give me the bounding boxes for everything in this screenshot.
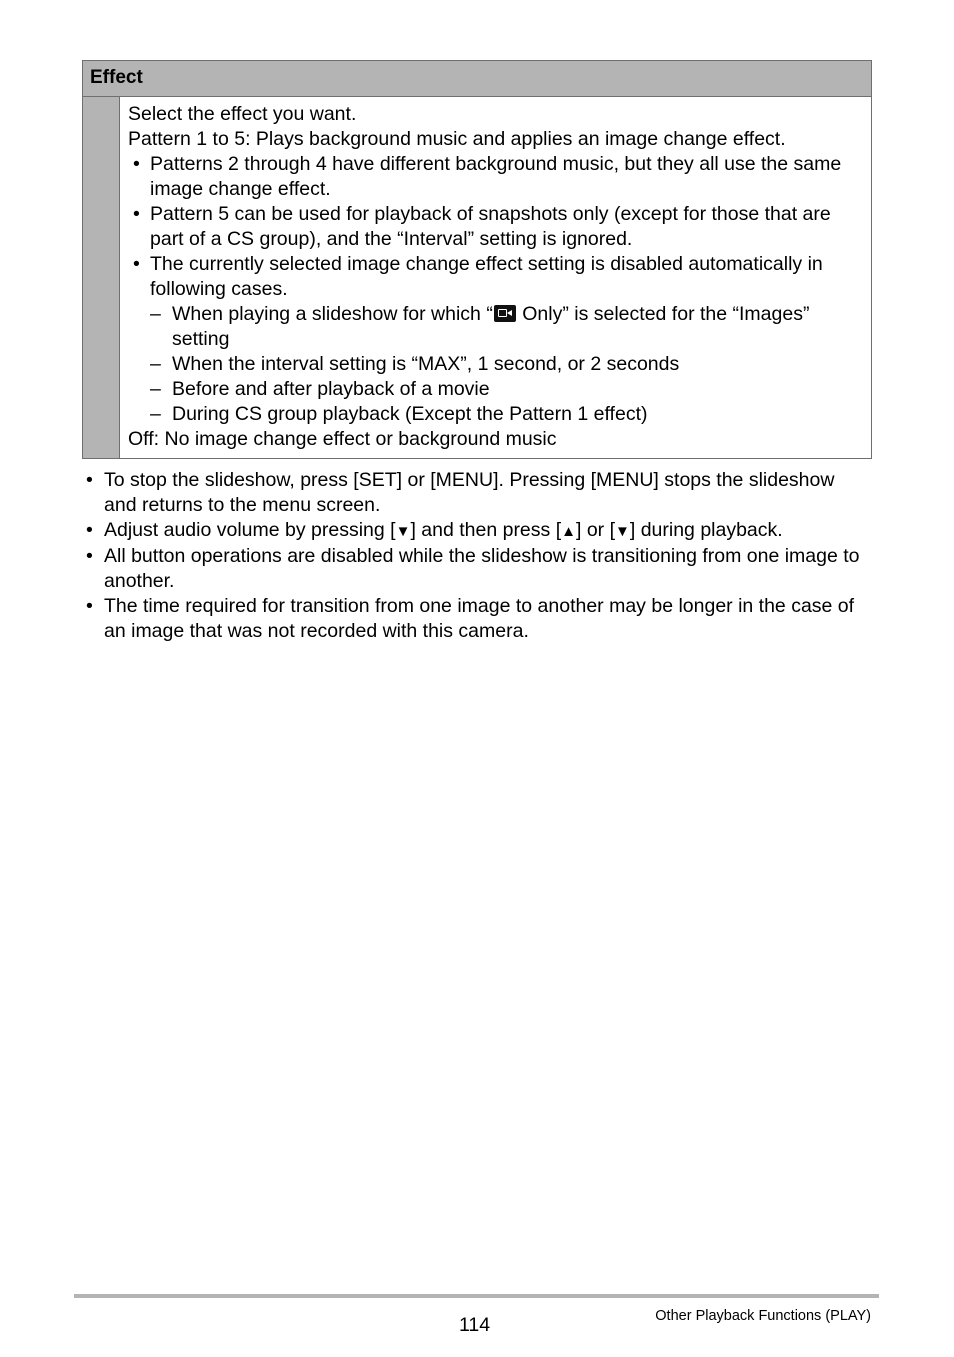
movie-icon: [494, 305, 516, 322]
dash-mark: –: [150, 403, 161, 425]
dash-text: When the interval setting is “MAX”, 1 second, or 2 seconds: [172, 353, 680, 375]
dash-text: Before and after playback of a movie: [172, 378, 490, 400]
effect-table: [82, 60, 872, 459]
effect-table-body: [119, 97, 871, 458]
note-text-part: ] during playback.: [629, 519, 783, 541]
notes-list: [82, 468, 872, 644]
effect-bullet: [128, 202, 863, 252]
up-arrow-icon: ▲: [561, 523, 576, 540]
note-text: To stop the slideshow, press [SET] or [MENU]. Pressing [MENU] stops the slideshow and returns to the menu screen.: [104, 469, 835, 516]
note-text-part: ] and then press [: [410, 519, 562, 541]
note-item: [82, 594, 872, 644]
dash-text-after-icon: Only” is selected for the “Images” setting: [172, 303, 810, 350]
footer-divider: [74, 1294, 879, 1298]
dash-text-before-icon: When playing a slideshow for which “: [172, 303, 493, 325]
section-title: Other Playback Functions (PLAY): [655, 1308, 871, 1324]
effect-dash-item: [128, 402, 863, 427]
bullet-mark: •: [133, 203, 140, 225]
note-text: The time required for transition from one image to another may be longer in the case of an image that was not recorded with this camera.: [104, 595, 855, 642]
bullet-text: Patterns 2 through 4 have different background music, but they all use the same image change effect.: [150, 153, 842, 200]
effect-dash-item: [128, 302, 863, 352]
bullet-mark: •: [86, 595, 93, 617]
effect-pattern-line: Pattern 1 to 5: Plays background music and applies an image change effect.: [128, 128, 786, 150]
effect-bullet: [128, 252, 863, 302]
note-item: [82, 544, 872, 594]
bullet-text: The currently selected image change effect setting is disabled automatically in following cases.: [150, 253, 823, 300]
bullet-text: Pattern 5 can be used for playback of snapshots only (except for those that are part of a CS group), and the “Interval” setting is ignored.: [150, 203, 831, 250]
note-text-part: ] or [: [575, 519, 615, 541]
note-item: [82, 468, 872, 518]
bullet-mark: •: [133, 153, 140, 175]
effect-bullet: [128, 152, 863, 202]
page-number: 114: [459, 1314, 491, 1336]
dash-mark: –: [150, 303, 161, 325]
down-arrow-icon: ▼: [395, 523, 411, 540]
bullet-mark: •: [86, 545, 93, 567]
dash-mark: –: [150, 378, 161, 400]
bullet-mark: •: [86, 519, 93, 541]
down-arrow-icon: ▼: [615, 523, 630, 540]
note-item: [82, 518, 872, 544]
dash-text: During CS group playback (Except the Pattern 1 effect): [172, 403, 648, 425]
effect-table-header: Effect: [83, 61, 871, 97]
effect-intro: Select the effect you want.: [128, 103, 357, 125]
effect-dash-item: [128, 352, 863, 377]
note-text-part: Adjust audio volume by pressing [: [104, 519, 396, 541]
effect-off-line: Off: No image change effect or background music: [128, 428, 557, 450]
effect-dash-item: [128, 377, 863, 402]
bullet-mark: •: [133, 253, 140, 275]
note-text: All button operations are disabled while the slideshow is transitioning from one image to another.: [104, 545, 860, 592]
dash-mark: –: [150, 353, 161, 375]
bullet-mark: •: [86, 469, 93, 491]
